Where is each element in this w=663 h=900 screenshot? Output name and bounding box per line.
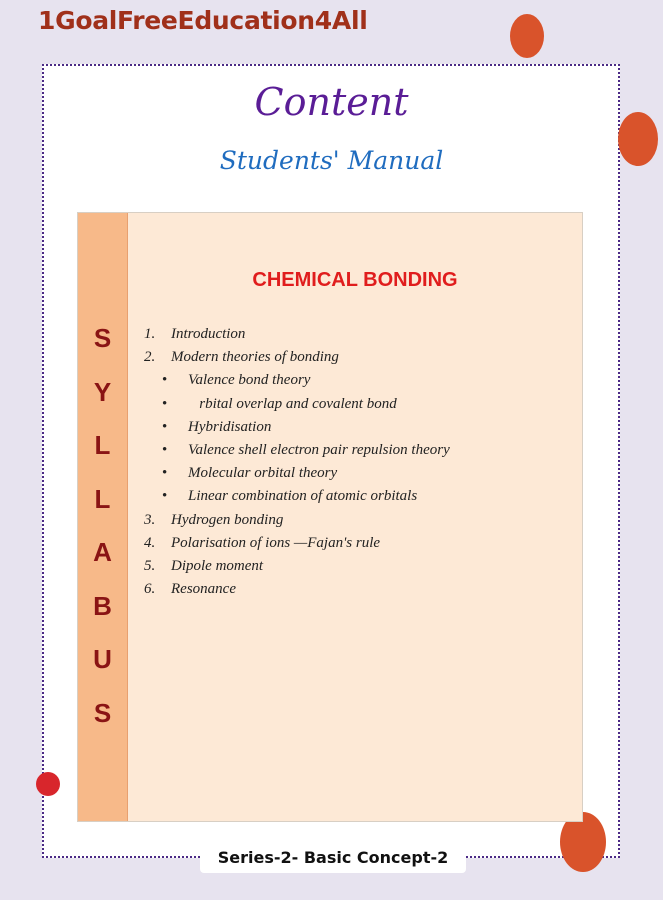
list-item-text: Valence shell electron pair repulsion theory <box>188 441 450 458</box>
list-marker: • <box>162 441 168 458</box>
list-item-text: Linear combination of atomic orbitals <box>188 488 418 505</box>
list-item <box>144 393 450 416</box>
sidebar-letter: B <box>93 590 112 621</box>
cartoon-germ-icon <box>510 14 544 58</box>
list-item <box>144 485 450 508</box>
list-item <box>144 346 450 369</box>
list-item <box>144 532 450 555</box>
list-marker: • <box>162 418 168 435</box>
sidebar-letter: U <box>93 644 112 674</box>
list-item <box>144 509 450 532</box>
sidebar-letter: L <box>94 430 111 460</box>
topic-heading: CHEMICAL BONDING <box>252 269 458 291</box>
list-item-text: Valence bond theory <box>188 372 311 389</box>
list-marker: • <box>162 395 168 412</box>
brand-logo-text: 1GoalFreeEducation4All <box>38 6 368 35</box>
page-title: Content <box>254 80 409 124</box>
list-item-text: Modern theories of bonding <box>171 349 339 366</box>
series-label: Series-2- Basic Concept-2 <box>200 843 466 873</box>
list-item-text: Molecular orbital theory <box>188 465 338 482</box>
list-item <box>144 369 450 392</box>
sidebar-letter: L <box>94 483 111 514</box>
list-item-text: Introduction <box>171 326 246 342</box>
list-marker: 5. <box>144 557 156 574</box>
sidebar-letter: S <box>93 697 112 728</box>
list-item <box>144 416 450 439</box>
list-marker: 4. <box>144 534 156 551</box>
sidebar-letter: A <box>93 537 112 567</box>
list-item-text: Resonance <box>171 581 236 598</box>
list-marker: 3. <box>144 511 156 528</box>
list-item-text: Polarisation of ions —Fajan's rule <box>171 534 381 551</box>
list-marker: 6. <box>144 581 156 598</box>
list-marker: 1. <box>144 326 156 342</box>
list-item-text: Dipole moment <box>171 557 264 574</box>
list-item <box>144 462 450 485</box>
sidebar-letter: S <box>93 323 112 353</box>
list-marker: • <box>162 465 168 482</box>
syllabus-sidebar <box>78 213 128 821</box>
list-item-text: rbital overlap and covalent bond <box>188 395 397 412</box>
virus-icon <box>36 772 60 796</box>
list-item <box>144 439 450 462</box>
list-marker: • <box>162 372 168 389</box>
syllabus-panel <box>77 212 583 822</box>
list-marker: 2. <box>144 349 156 366</box>
page-subtitle: Students' Manual <box>219 146 444 175</box>
list-item <box>144 323 450 346</box>
sidebar-letter: Y <box>93 376 112 407</box>
list-item <box>144 578 450 601</box>
syllabus-list <box>144 323 450 601</box>
list-item-text: Hybridisation <box>188 418 272 435</box>
list-marker: • <box>162 488 168 505</box>
list-item <box>144 555 450 578</box>
list-item-text: Hydrogen bonding <box>171 511 284 528</box>
